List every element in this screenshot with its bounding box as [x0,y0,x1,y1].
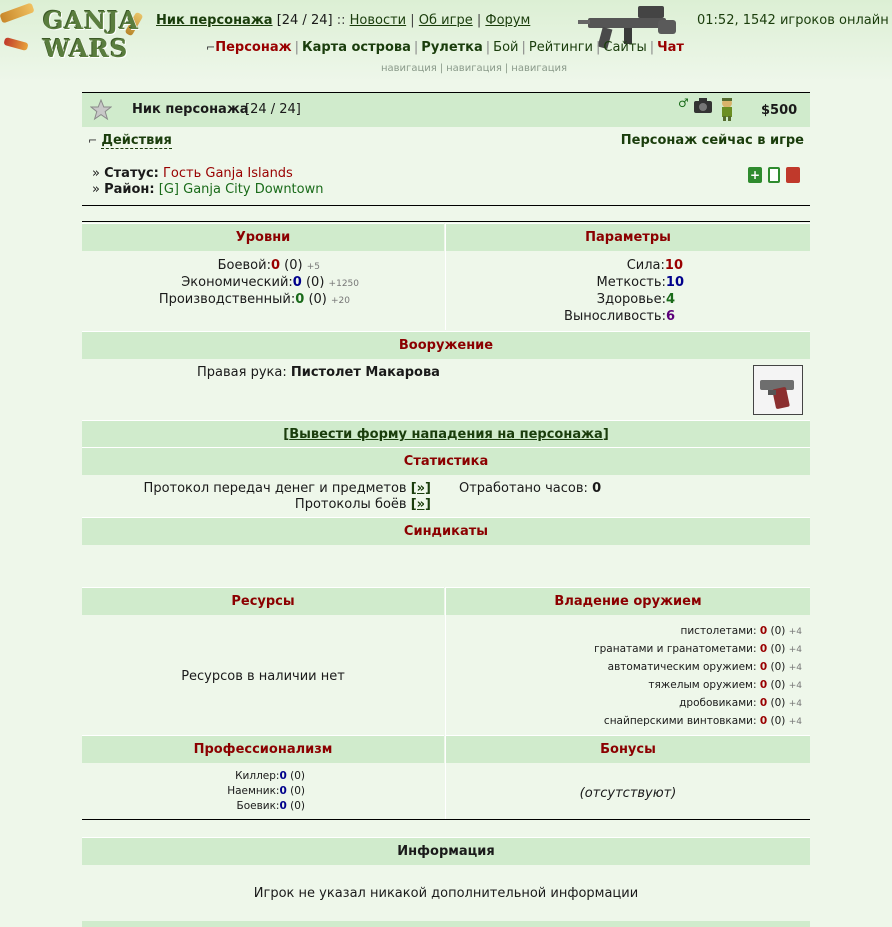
param-value: 10 [665,275,684,290]
info-text: Игрок не указал никакой дополнительной информации [253,886,639,901]
weapons-header: Вооружение [82,331,810,359]
prof-row: Наемник:0 (0) [227,785,305,797]
battles-label: Протоколы боёв [294,497,407,512]
character-hp: [24 / 24] [245,102,301,117]
level-label: Экономический: [181,275,293,290]
levels-header: Уровни [82,223,444,251]
character-header [82,92,810,206]
level-value: 0 [292,275,302,290]
hours-label: Отработано часов: [459,481,588,496]
weapon-skill-row: автоматическим оружием: 0 (0) +4 [607,661,802,673]
weapon-skill-header: Владение оружием [446,587,810,615]
logo-text-line1: GANJA [43,6,140,35]
menu-character[interactable]: Персонаж [215,40,292,55]
status-line: » Статус: Гость Ganja Islands [92,166,293,181]
right-hand-row [197,365,440,380]
param-row [597,275,684,290]
character-name: Ник персонажа [132,102,249,117]
bullet-decoration [0,2,35,23]
transfers-row [144,481,431,496]
weapon-skill-row: тяжелым оружием: 0 (0) +4 [648,679,802,691]
level-extra: (0) [284,258,303,273]
soldier-icon[interactable] [717,96,737,122]
level-row [218,258,320,273]
status-icons [678,96,737,122]
subnav-link[interactable]: навигация [381,63,437,74]
battles-row [295,497,431,512]
subnav-link[interactable]: навигация [446,63,502,74]
weapon-skill-row: пистолетами: 0 (0) +4 [680,625,802,637]
actions-link[interactable]: Действия [101,133,172,148]
rank-star-icon [90,99,112,121]
level-row [159,292,350,307]
attack-row: [Вывести форму нападения на персонажа] [82,420,810,448]
forum-link[interactable]: Форум [485,13,531,28]
makarov-pistol-icon[interactable] [753,365,803,415]
news-link[interactable]: Новости [349,13,407,28]
param-label: Сила: [626,258,665,273]
top-bar [0,0,892,82]
right-hand-weapon[interactable]: Пистолет Макарова [290,365,440,380]
subnav-link[interactable]: навигация [511,63,568,74]
pistol-icon: ⌐ [88,134,98,147]
bonuses-header: Бонусы [446,735,810,763]
rifle-small-icon: ⌐ [206,41,216,54]
menu-ratings[interactable]: Рейтинги [528,40,593,55]
weapon-skill-row: гранатами и гранатометами: 0 (0) +4 [594,643,802,655]
param-row [627,258,683,273]
sub-navigation: навигация | навигация | навигация [381,63,568,74]
level-value: 0 [270,258,281,273]
level-extra: (0) [305,275,325,290]
hours-row [459,481,601,496]
right-hand-label: Правая рука: [197,365,287,380]
main-menu: ⌐Персонаж | Карта острова | Рулетка | Бой | Рейтинги | Сайты | Чат [206,40,684,55]
camera-icon[interactable] [693,96,713,114]
weapon-skill-row: снайперскими винтовками: 0 (0) +4 [603,715,802,727]
menu-chat[interactable]: Чат [657,40,684,55]
param-label: Меткость: [596,275,666,290]
district-line: » Район: [G] Ganja City Downtown [92,182,324,197]
online-status: 01:52, 1542 игроков онлайн [697,13,889,28]
syndicates-header: Синдикаты [82,517,810,545]
param-value: 10 [664,258,683,273]
prof-row: Боевик:0 (0) [236,800,305,812]
battles-link[interactable]: [»] [410,497,431,512]
param-label: Здоровье: [596,292,666,307]
add-document-icon[interactable]: + [749,168,761,182]
level-row [181,275,359,290]
level-value: 0 [295,292,305,307]
param-label: Выносливость: [564,309,666,324]
level-extra: (0) [308,292,327,307]
separator: :: [336,13,346,28]
mobile-phone-icon[interactable] [768,167,780,183]
top-navigation: Ник персонажа [24 / 24] :: Новости | Об игре | Форум [156,13,531,28]
menu-roulette[interactable]: Рулетка [421,40,483,55]
param-row [597,292,675,307]
level-plus: +20 [331,296,350,306]
in-game-status: Персонаж сейчас в игре [620,133,804,148]
ganja-wars-logo[interactable] [40,4,140,64]
actions-menu [88,133,172,148]
bullet-decoration [3,37,28,51]
district-value[interactable]: [G] Ganja City Downtown [158,182,324,197]
resources-header: Ресурсы [82,587,444,615]
params-header: Параметры [446,223,810,251]
level-label: Производственный: [158,292,296,307]
district-label: Район: [104,182,155,197]
money-amount: $500 [761,103,798,118]
professionalism-header: Профессионализм [82,735,444,763]
about-game-link[interactable]: Об игре [418,13,473,28]
hp-value: [24 / 24] [276,13,333,28]
statistics-header: Статистика [82,447,810,475]
weapon-skill-row: дробовиками: 0 (0) +4 [679,697,802,709]
level-label: Боевой: [217,258,271,273]
status-value: Гость Ganja Islands [163,166,293,181]
param-value: 6 [665,309,675,324]
attack-form-link[interactable]: Вывести форму нападения на персонажа [289,427,603,442]
menu-battle[interactable]: Бой [493,40,519,55]
prof-row: Киллер:0 (0) [235,770,305,782]
profile-card-icon[interactable] [786,167,800,183]
logo-text-line2: WARS [43,34,129,63]
bonuses-text: (отсутствуют) [579,786,677,801]
level-plus: +5 [306,262,320,272]
resources-text: Ресурсов в наличии нет [181,669,345,684]
nick-link[interactable]: Ник персонажа [156,13,273,28]
character-info-table [82,221,810,927]
param-row [564,309,675,324]
param-value: 4 [665,292,675,307]
status-label: Статус: [104,166,159,181]
menu-sites[interactable]: Сайты [603,40,647,55]
level-plus: +1250 [328,279,359,289]
transfers-label: Протокол передач денег и предметов [143,481,407,496]
hours-value: 0 [592,481,602,496]
menu-island-map[interactable]: Карта острова [301,40,411,55]
male-icon: ♂ [678,96,689,110]
info-header: Информация [82,837,810,865]
transfers-link[interactable]: [»] [410,481,431,496]
